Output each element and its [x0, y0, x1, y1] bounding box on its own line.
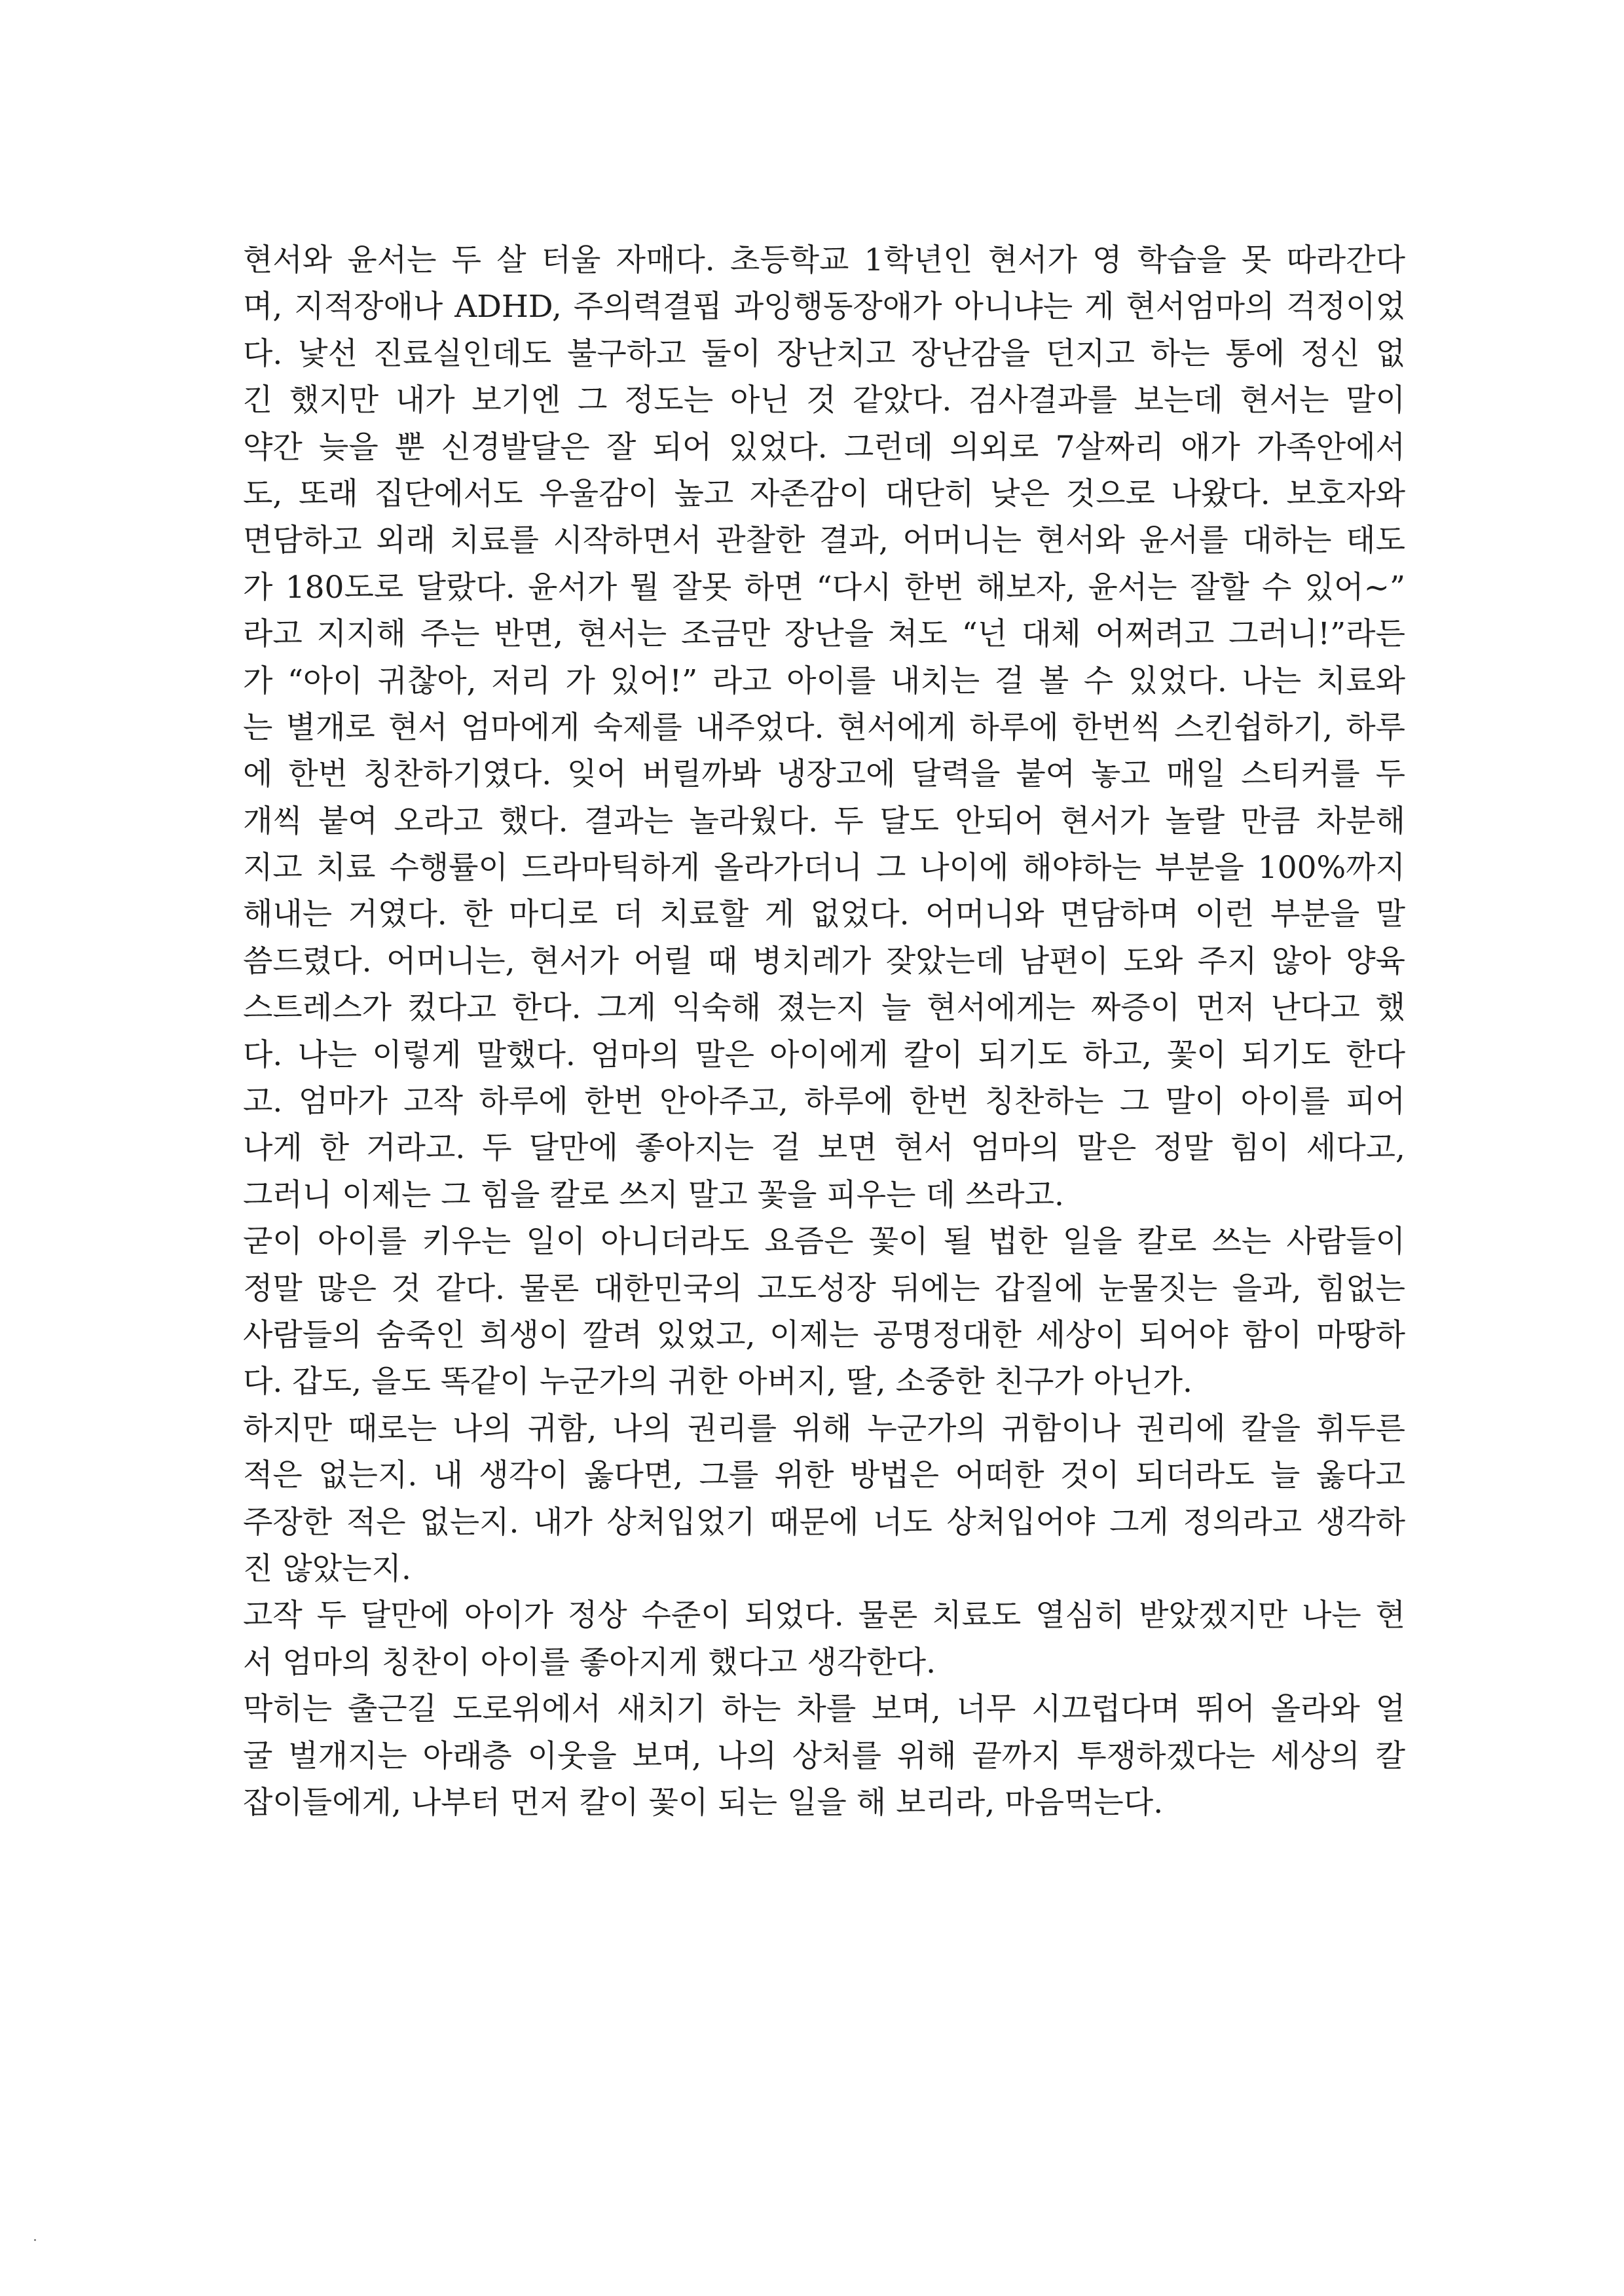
text-line: 에 한번 칭찬하기였다. 잊어 버릴까봐 냉장고에 달력을 붙여 놓고 매일 스티커를 두	[243, 756, 1405, 793]
text-line: 지고 치료 수행률이 드라마틱하게 올라가더니 그 나이에 해야하는 부분을 100%까지	[243, 850, 1405, 886]
text-line: 서 엄마의 칭찬이 아이를 좋아지게 했다고 생각한다.	[243, 1644, 936, 1681]
text-line: 진 않았는지.	[243, 1550, 411, 1587]
text-line: 다. 나는 이렇게 말했다. 엄마의 말은 아이에게 칼이 되기도 하고, 꽃이 되기도 한다	[243, 1036, 1405, 1073]
text-line: 해내는 거였다. 한 마디로 더 치료할 게 없었다. 어머니와 면담하며 이런 부분을 말	[243, 896, 1405, 933]
text-line: 약간 늦을 뿐 신경발달은 잘 되어 있었다. 그런데 의외로 7살짜리 애가 가족안에서	[243, 429, 1405, 465]
text-line: 주장한 적은 없는지. 내가 상처입었기 때문에 너도 상처입어야 그게 정의라고 생각하	[243, 1504, 1405, 1540]
text-line: 막히는 출근길 도로위에서 새치기 하는 차를 보며, 너무 시끄럽다며 뛰어 올라와 얼	[243, 1691, 1405, 1728]
text-line: 굳이 아이를 키우는 일이 아니더라도 요즘은 꽃이 될 법한 일을 칼로 쓰는 사람들이	[243, 1224, 1405, 1260]
text-line: 도, 또래 집단에서도 우울감이 높고 자존감이 대단히 낮은 것으로 나왔다. 보호자와	[243, 475, 1405, 512]
text-line: 그러니 이제는 그 힘을 칼로 쓰지 말고 꽃을 피우는 데 쓰라고.	[243, 1176, 1064, 1213]
text-line: 하지만 때로는 나의 귀함, 나의 권리를 위해 누군가의 귀함이나 권리에 칼을 휘두른	[243, 1410, 1405, 1447]
text-line: 다. 갑도, 을도 똑같이 누군가의 귀한 아버지, 딸, 소중한 친구가 아닌가.	[243, 1364, 1192, 1400]
text-line: 현서와 윤서는 두 살 터울 자매다. 초등학교 1학년인 현서가 영 학습을 못 따라간다	[243, 242, 1405, 278]
text-line: 사람들의 숨죽인 희생이 깔려 있었고, 이제는 공명정대한 세상이 되어야 함이 마땅하	[243, 1317, 1405, 1353]
text-line: 다. 낯선 진료실인데도 불구하고 둘이 장난치고 장난감을 던지고 하는 통에 정신 없	[243, 335, 1405, 372]
scan-speck	[34, 2239, 36, 2241]
text-line: 굴 벌개지는 아래층 이웃을 보며, 나의 상처를 위해 끝까지 투쟁하겠다는 세상의 칼	[243, 1738, 1405, 1774]
text-line: 가 180도로 달랐다. 윤서가 뭘 잘못 하면 “다시 한번 해보자, 윤서는 잘할 수 있어~”	[243, 569, 1405, 606]
essay-body	[243, 237, 1405, 1826]
text-line: 가 “아이 귀찮아, 저리 가 있어!” 라고 아이를 내치는 걸 볼 수 있었다. 나는 치료와	[243, 663, 1405, 699]
text-line: 정말 많은 것 같다. 물론 대한민국의 고도성장 뒤에는 갑질에 눈물짓는 을과, 힘없는	[243, 1270, 1405, 1307]
text-line: 고. 엄마가 고작 하루에 한번 안아주고, 하루에 한번 칭찬하는 그 말이 아이를 피어	[243, 1084, 1405, 1120]
text-line: 고작 두 달만에 아이가 정상 수준이 되었다. 물론 치료도 열심히 받았겠지만 나는 현	[243, 1597, 1405, 1634]
text-line: 면담하고 외래 치료를 시작하면서 관찰한 결과, 어머니는 현서와 윤서를 대하는 태도	[243, 522, 1405, 559]
text-line: 나게 한 거라고. 두 달만에 좋아지는 걸 보면 현서 엄마의 말은 정말 힘이 세다고,	[243, 1130, 1405, 1167]
text-line: 스트레스가 컸다고 한다. 그게 익숙해 졌는지 늘 현서에게는 짜증이 먼저 난다고 했	[243, 990, 1405, 1027]
text-line: 적은 없는지. 내 생각이 옳다면, 그를 위한 방법은 어떠한 것이 되더라도 늘 옳다고	[243, 1457, 1405, 1494]
text-line: 라고 지지해 주는 반면, 현서는 조금만 장난을 쳐도 “넌 대체 어쩌려고 그러니!”라든	[243, 616, 1405, 653]
text-line: 개씩 붙여 오라고 했다. 결과는 놀라웠다. 두 달도 안되어 현서가 놀랄 만큼 차분해	[243, 803, 1405, 839]
text-line: 씀드렸다. 어머니는, 현서가 어릴 때 병치레가 잦았는데 남편이 도와 주지 않아 양육	[243, 943, 1405, 979]
text-line: 며, 지적장애나 ADHD, 주의력결핍 과잉행동장애가 아니냐는 게 현서엄마의 걱정이었	[243, 289, 1405, 325]
text-line: 긴 했지만 내가 보기엔 그 정도는 아닌 것 같았다. 검사결과를 보는데 현서는 말이	[243, 382, 1405, 419]
text-line: 잡이들에게, 나부터 먼저 칼이 꽃이 되는 일을 해 보리라, 마음먹는다.	[243, 1784, 1164, 1821]
text-line: 는 별개로 현서 엄마에게 숙제를 내주었다. 현서에게 하루에 한번씩 스킨쉽하기, 하루	[243, 709, 1405, 746]
